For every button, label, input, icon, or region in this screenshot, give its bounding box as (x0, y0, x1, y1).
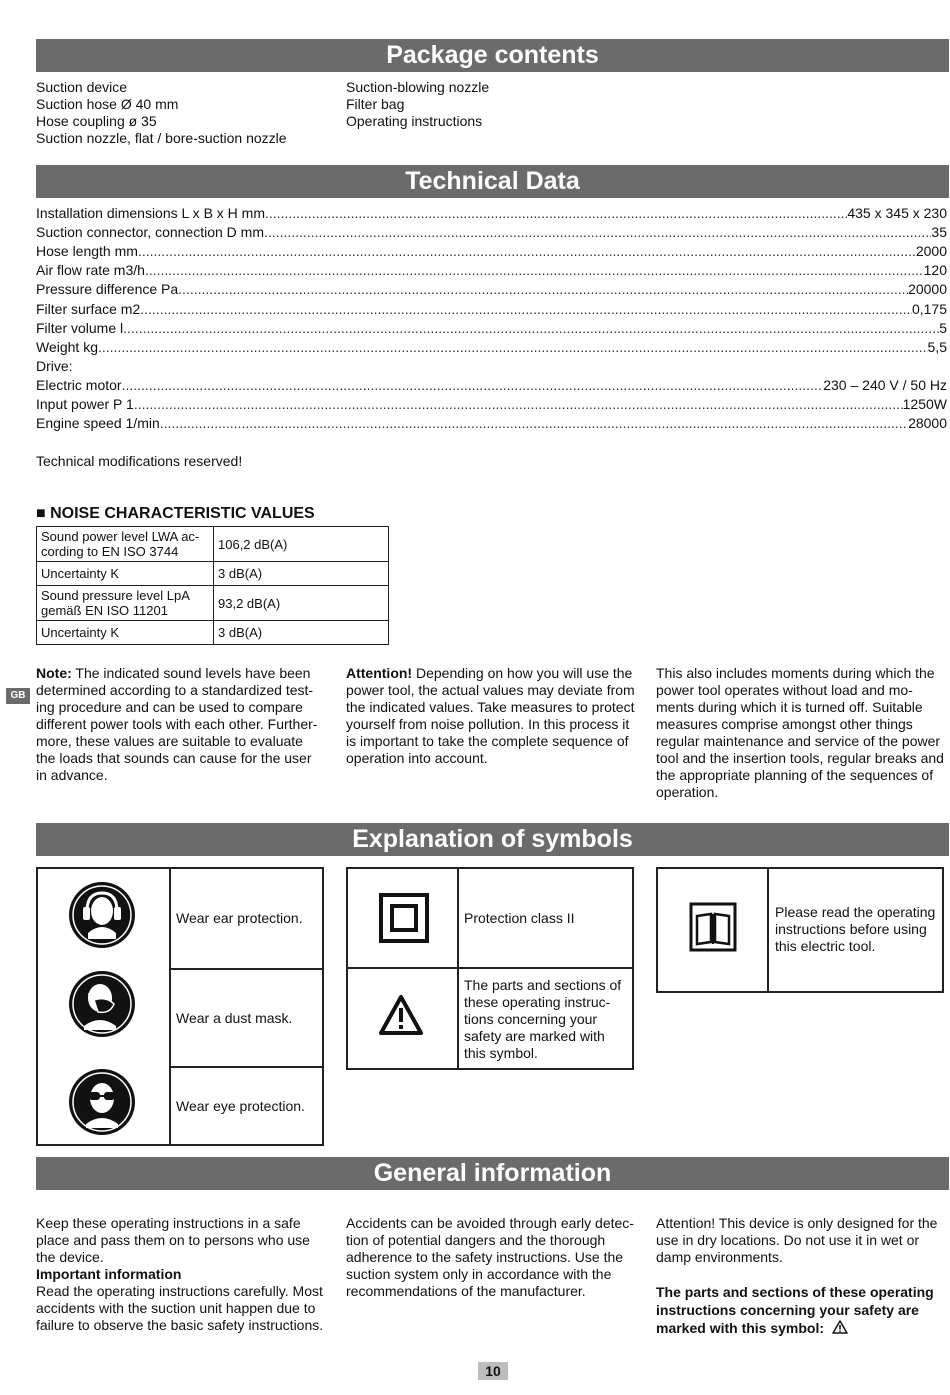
important-heading: Important information (36, 1266, 182, 1282)
technical-value: 435 x 345 x 230 (847, 205, 947, 221)
technical-row (36, 414, 947, 433)
technical-row (36, 280, 947, 299)
technical-value: 1250W (902, 396, 947, 412)
technical-value: 28000 (908, 415, 947, 432)
technical-label: Input power P 1 (36, 396, 134, 412)
technical-label: Filter surface m2 (36, 300, 141, 317)
table-cell: 3 dB(A) (214, 621, 389, 645)
general-col-1 (36, 1215, 326, 1334)
technical-label: Pressure difference Pa (36, 281, 179, 298)
technical-row (36, 204, 947, 223)
technical-row (36, 395, 947, 414)
divider (767, 867, 769, 993)
section-header-symbols: Explanation of symbols (36, 823, 949, 856)
read-manual-label: Please read the operating instructions before using this electric tool. (775, 904, 936, 954)
table-cell: Sound pressure level LpA gemäß EN ISO 11201 (37, 586, 214, 621)
dot-leader (160, 414, 908, 433)
list-item: Suction hose Ø 40 mm (36, 96, 179, 112)
table-cell: Uncertainty K (37, 621, 214, 645)
table-cell: 106,2 dB(A) (214, 527, 389, 562)
table-cell: 3 dB(A) (214, 562, 389, 586)
table-row (37, 586, 389, 621)
table-row (37, 621, 389, 645)
technical-value: 35 (931, 224, 947, 241)
technical-row (36, 261, 947, 280)
technical-value: 5,5 (927, 338, 947, 355)
technical-label: Weight kg (36, 338, 98, 355)
technical-value: 230 – 240 V / 50 Hz (823, 376, 947, 393)
table-cell: Uncertainty K (37, 562, 214, 586)
dot-leader (122, 376, 824, 395)
country-tab: GB (6, 688, 30, 704)
safety-symbol-note (656, 1283, 946, 1337)
table-cell: Sound power level LWA ac-cording to EN ISO 3744 (37, 527, 214, 562)
read-manual-icon (689, 902, 737, 952)
eye-protection-label: Wear eye protection. (176, 1098, 305, 1114)
safety-note-text: The parts and sections of these operating instructions concerning your safety are marked with this symbol: (656, 1284, 934, 1336)
technical-value: 2000 (915, 243, 947, 260)
technical-value: 20000 (908, 281, 947, 298)
noise-heading: ■ NOISE CHARACTERISTIC VALUES (36, 505, 315, 522)
technical-value: 120 (923, 262, 947, 279)
list-item: Suction-blowing nozzle (346, 79, 490, 95)
technical-row (36, 319, 947, 338)
package-list-right (346, 79, 489, 130)
note-text: The indicated sound levels have been determined according to a standardized test-ing procedure and can be used to compare different power tools with each other. Further-more, these values are suitable to evaluate the loads that sounds can cause for the user in advance. (36, 665, 318, 783)
dust-mask-icon (68, 970, 136, 1038)
divider (169, 1066, 324, 1068)
attention-text: Depending on how you will use the power tool, the actual values may deviate from the indicated values. Take measures to protect yourself from noise pollution. In this process it is important to take the complete sequence of operation into account. (346, 665, 635, 766)
dot-leader (138, 242, 916, 261)
technical-row (36, 376, 947, 395)
technical-label: Hose length mm (36, 243, 138, 260)
noise-extra-paragraph: This also includes moments during which the power tool operates without load and mo-ments during which it is turned off. Suitable measures comprise amongst other things regular maintenance and service of the power tool and the insertion tools, regular breaks and the appropriate planning of the sequences of operation. (656, 665, 944, 800)
technical-label: Air flow rate m3/h (36, 262, 145, 279)
general-paragraph: Read the operating instructions carefully. Most accidents with the suction unit happen due to failure to observe the basic safety instructions. (36, 1283, 324, 1333)
divider (169, 867, 171, 1146)
general-col-2: Accidents can be avoided through early detec-tion of potential dangers and the thorough adherence to the safety instructions. Use the suction system only in accordance with the recommendations of the manufacturer. (346, 1215, 634, 1299)
protection-class-label: Protection class II (464, 910, 575, 926)
ear-protection-icon (68, 881, 136, 949)
list-item: Suction nozzle, flat / bore-suction nozzle (36, 130, 287, 146)
section-header-general: General information (36, 1157, 949, 1190)
section-header-technical: Technical Data (36, 165, 949, 198)
page-number: 10 (478, 1362, 508, 1380)
dot-leader (145, 261, 924, 280)
warning-icon (378, 994, 424, 1036)
technical-value: 5 (939, 319, 947, 336)
dot-leader (178, 280, 908, 299)
table-cell: 93,2 dB(A) (214, 586, 389, 621)
list-item: Operating instructions (346, 113, 483, 129)
general-col-3 (656, 1215, 946, 1337)
noise-note-paragraph (36, 665, 326, 784)
divider (346, 967, 634, 969)
technical-row (36, 223, 947, 242)
dot-leader (98, 338, 928, 357)
dust-mask-label: Wear a dust mask. (176, 1010, 293, 1026)
general-paragraph: Attention! This device is only designed for the use in dry locations. Do not use it in wet or damp environments. (656, 1215, 938, 1265)
attention-label: Attention! (346, 665, 413, 681)
package-list-left (36, 79, 287, 147)
section-header-package: Package contents (36, 39, 949, 72)
technical-label: Installation dimensions L x B x H mm (36, 205, 266, 221)
protection-class-ii-icon (379, 893, 429, 943)
technical-row (36, 300, 947, 319)
noise-attention-paragraph (346, 665, 636, 767)
technical-row (36, 338, 947, 357)
technical-label: Suction connector, connection D mm (36, 224, 265, 241)
technical-label: Engine speed 1/min (36, 415, 160, 432)
note-label: Note: (36, 665, 72, 681)
list-item: Filter bag (346, 96, 405, 112)
eye-protection-icon (68, 1068, 136, 1136)
divider (169, 968, 324, 970)
dot-leader (123, 319, 939, 338)
dot-leader (134, 395, 903, 414)
ear-protection-label: Wear ear protection. (176, 910, 303, 926)
general-paragraph: Keep these operating instructions in a safe place and pass them on to persons who use the device. (36, 1215, 310, 1265)
technical-label: Drive: (36, 357, 73, 374)
dot-leader (140, 300, 912, 319)
list-item: Suction device (36, 79, 128, 95)
technical-row (36, 357, 947, 376)
technical-label: Electric motor (36, 376, 122, 393)
technical-row (36, 242, 947, 261)
table-row (37, 562, 389, 586)
noise-table (36, 526, 389, 645)
technical-note: Technical modifications reserved! (36, 453, 243, 469)
technical-label: Filter volume l (36, 319, 124, 336)
dot-leader (264, 223, 931, 242)
technical-value: 0,175 (911, 300, 947, 317)
table-row (37, 527, 389, 562)
warning-icon-small (832, 1320, 848, 1334)
list-item: Hose coupling ø 35 (36, 113, 157, 129)
dot-leader (265, 204, 847, 223)
warning-label: The parts and sections of these operating instruc-tions concerning your safety are marked with this symbol. (464, 977, 622, 1061)
